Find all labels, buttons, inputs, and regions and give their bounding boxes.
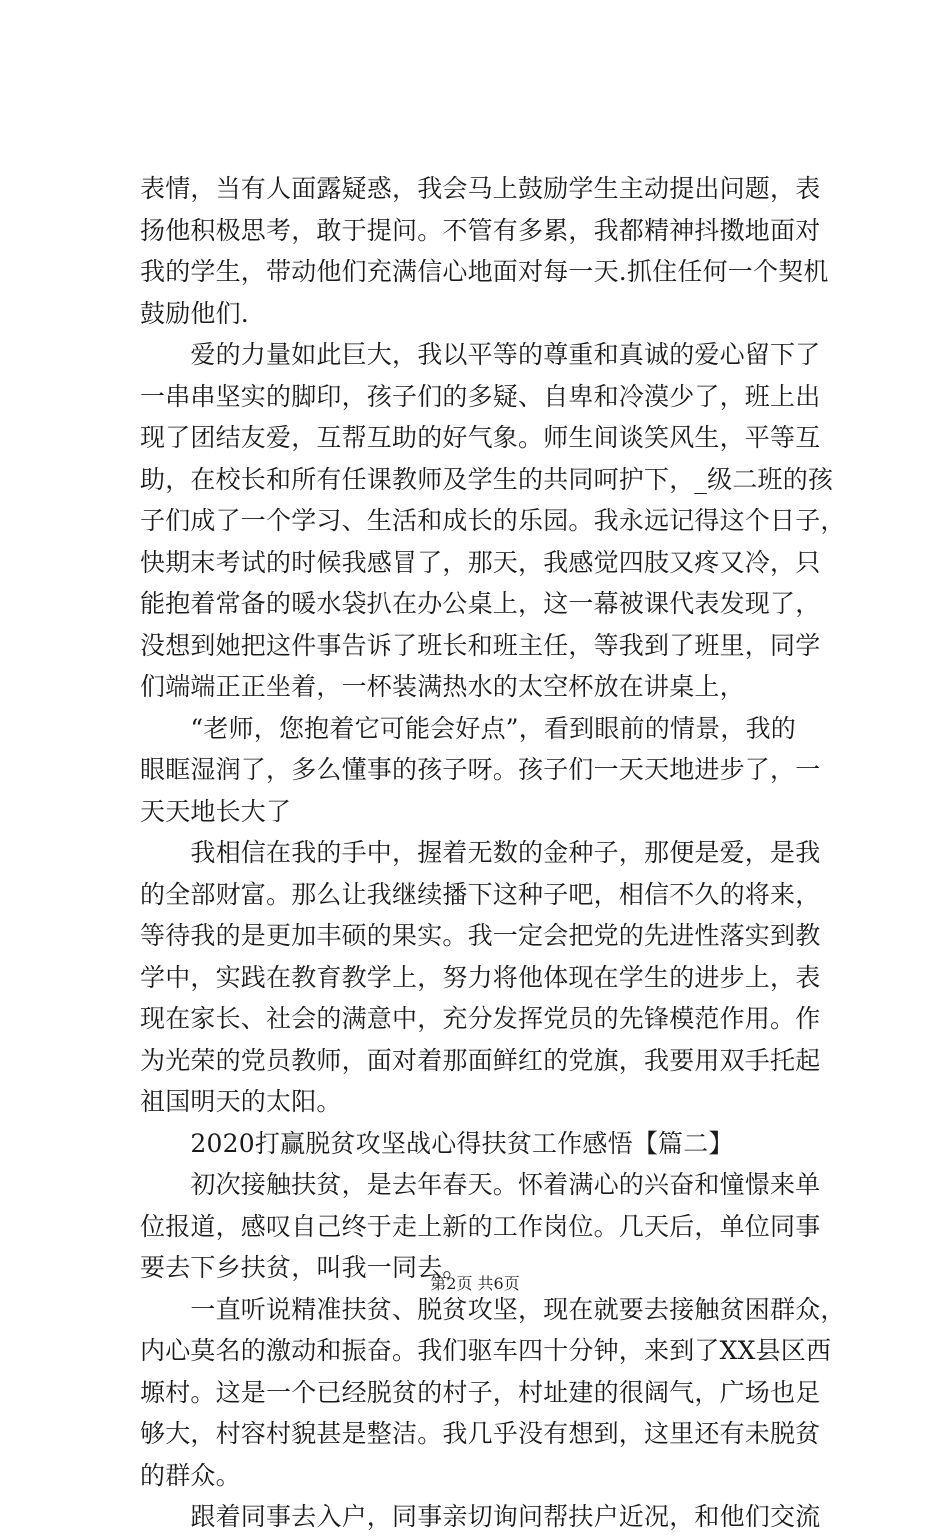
- page-footer: 第2页 共6页: [430, 1274, 520, 1293]
- text-line: 一直听说精准扶贫、脱贫攻坚，现在就要去接触贫困群众，: [140, 1294, 846, 1324]
- text-line: 等待我的是更加丰硕的果实。我一定会把党的先进性落实到教: [140, 921, 821, 950]
- text-line: 鼓励他们.: [140, 298, 249, 328]
- text-line: 爱的力量如此巨大，我以平等的尊重和真诚的爱心留下了: [140, 340, 821, 369]
- text-line: 跟着同事去入户，同事亲切询问帮扶户近况，和他们交流: [140, 1502, 821, 1531]
- text-line: 子们成了一个学习、生活和成长的乐园。我永远记得这个日子，: [140, 506, 846, 535]
- text-line: 够大，村容村貌甚是整洁。我几乎没有想到，这里还有未脱贫: [140, 1419, 821, 1448]
- text-line: 天天地长大了: [140, 796, 292, 826]
- text-line: 快期末考试的时候我感冒了，那天，我感觉四肢又疼又冷，只: [140, 547, 821, 577]
- text-line: 能抱着常备的暖水袋扒在办公桌上，这一幕被课代表发现了，: [140, 589, 821, 618]
- text-line: 现在家长、社会的满意中，充分发挥党员的先锋模范作用。作: [140, 1004, 821, 1033]
- section-heading: 2020打赢脱贫攻坚战心得扶贫工作感悟【篇二】: [140, 1128, 734, 1158]
- text-line: 塬村。这是一个已经脱贫的村子，村址建的很阔气，广场也足: [140, 1377, 821, 1407]
- text-line: 没想到她把这件事告诉了班长和班主任，等我到了班里，同学: [140, 630, 821, 660]
- text-line: “老师，您抱着它可能会好点”，看到眼前的情景，我的: [140, 713, 796, 743]
- text-line: 扬他积极思考，敢于提问。不管有多累，我都精神抖擞地面对: [140, 215, 821, 245]
- text-line: 助，在校长和所有任课教师及学生的共同呵护下，_级二班的孩: [140, 464, 834, 494]
- text-line: 表情，当有人面露疑惑，我会马上鼓励学生主动提出问题，表: [140, 174, 821, 203]
- text-line: 现了团结友爱，互帮互助的好气象。师生间谈笑风生，平等互: [140, 423, 821, 452]
- text-line: 眼眶湿润了，多么懂事的孩子呀。孩子们一天天地进步了，一: [140, 755, 821, 784]
- text-line: 一串串坚实的脚印，孩子们的多疑、自卑和冷漠少了，班上出: [140, 381, 821, 411]
- text-line: 内心莫名的激动和振奋。我们驱车四十分钟，来到了XX县区西: [140, 1336, 832, 1365]
- document-body: [140, 168, 846, 1538]
- text-line: 学中，实践在教育教学上，努力将他体现在学生的进步上，表: [140, 962, 821, 992]
- text-line: 位报道，感叹自己终于走上新的工作岗位。几天后，单位同事: [140, 1211, 821, 1241]
- text-line: 初次接触扶贫，是去年春天。怀着满心的兴奋和憧憬来单: [140, 1170, 821, 1199]
- text-line: 们端端正正坐着，一杯装满热水的太空杯放在讲桌上，: [140, 672, 745, 701]
- text-line: 的全部财富。那么让我继续播下这种子吧，相信不久的将来，: [140, 879, 821, 909]
- text-line: 的群众。: [140, 1460, 241, 1490]
- text-line: 我相信在我的手中，握着无数的金种子，那便是爱，是我: [140, 838, 821, 867]
- text-line: 为光荣的党员教师，面对着那面鲜红的党旗，我要用双手托起: [140, 1045, 821, 1075]
- text-line: 我的学生，带动他们充满信心地面对每一天.抓住任何一个契机: [140, 257, 829, 286]
- text-line: 要去下乡扶贫，叫我一同去。: [140, 1253, 468, 1282]
- text-line: 祖国明天的太阳。: [140, 1087, 342, 1116]
